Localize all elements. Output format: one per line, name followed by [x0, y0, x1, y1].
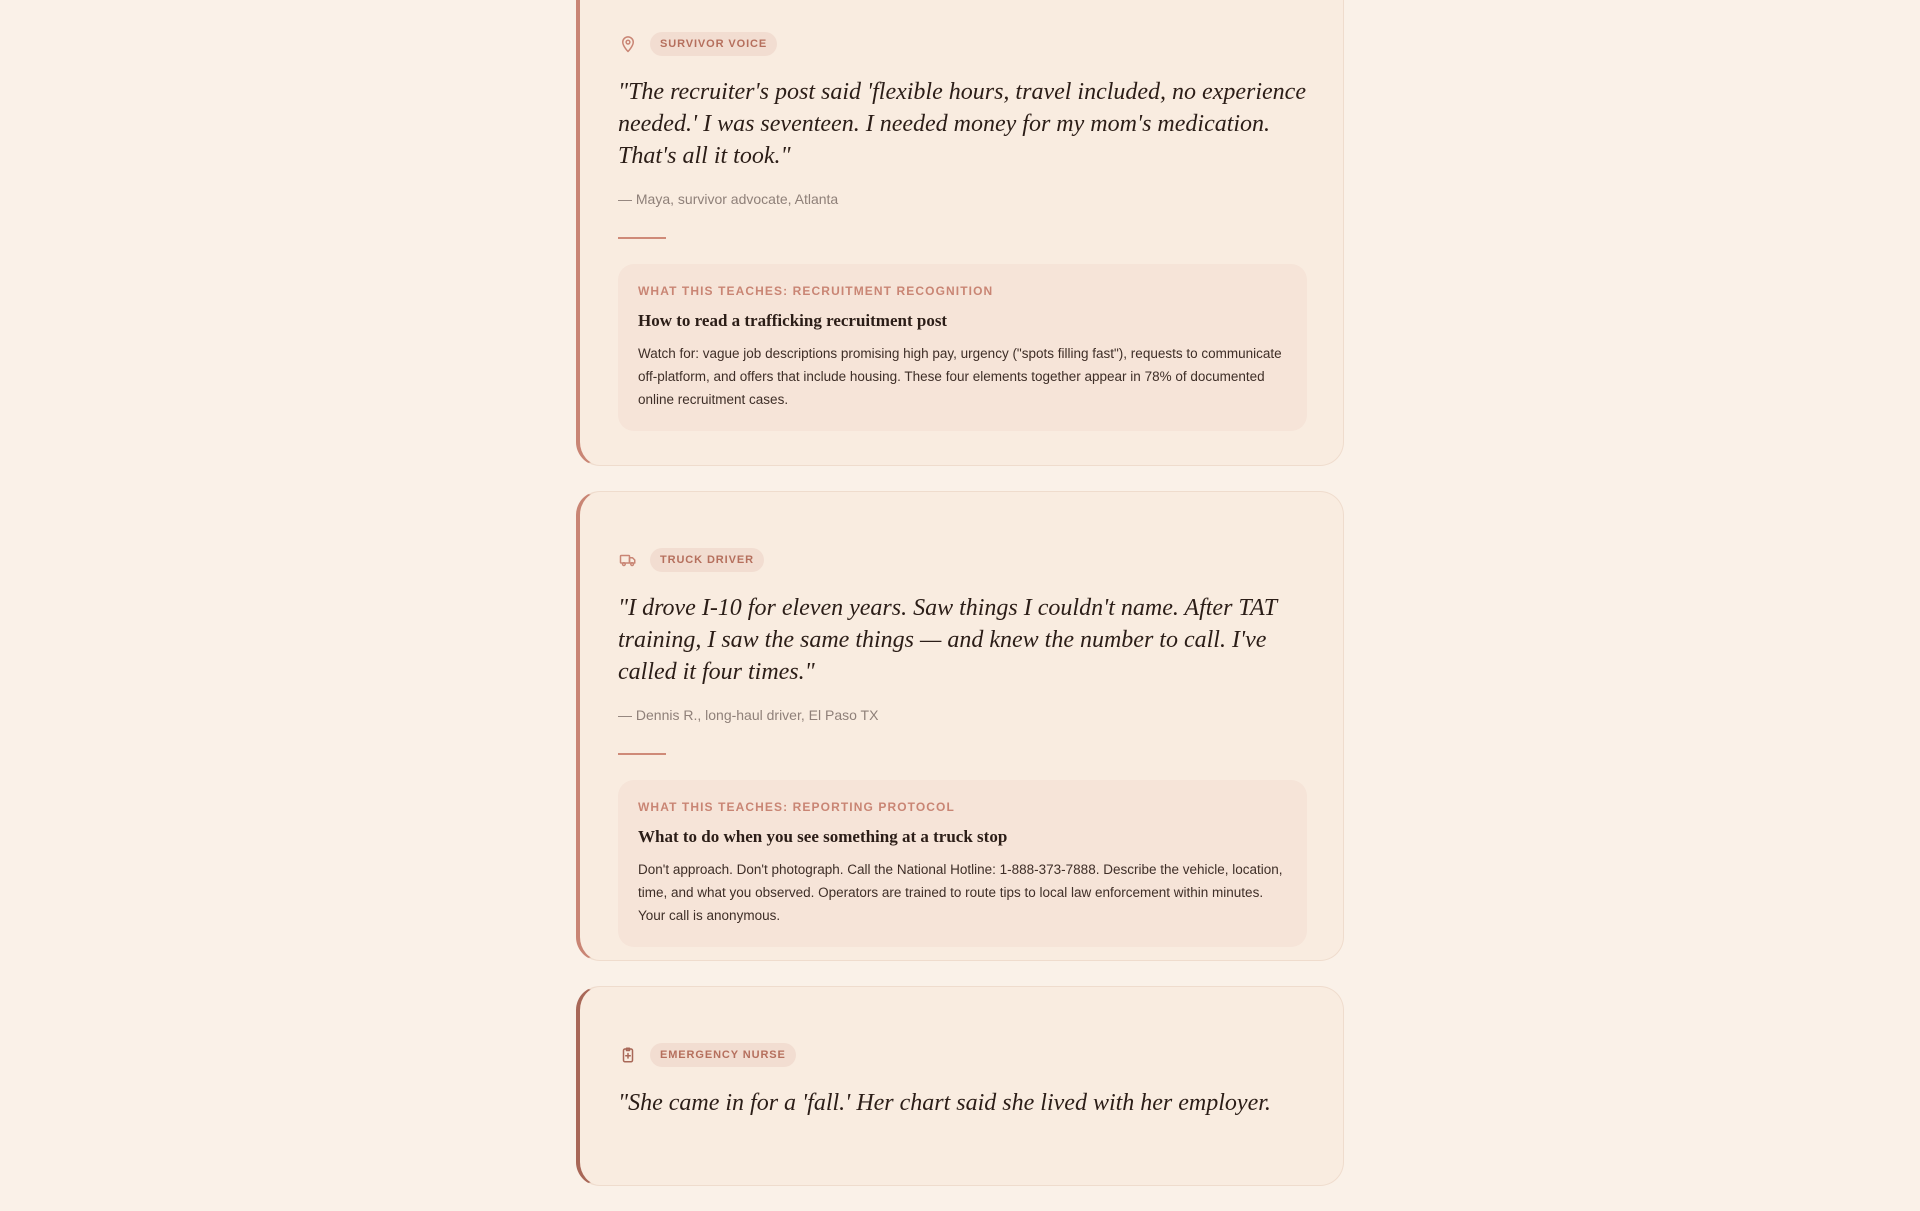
- lesson-title: What to do when you see something at a truck stop: [638, 827, 1008, 846]
- lesson-label: WHAT THIS TEACHES: REPORTING PROTOCOL: [638, 800, 955, 814]
- category-badge[interactable]: SURVIVOR VOICE: [650, 32, 777, 56]
- story-quote: "She came in for a 'fall.' Her chart said she lived with her employer.: [618, 1090, 1271, 1116]
- lesson-label: WHAT THIS TEACHES: RECRUITMENT RECOGNITION: [638, 284, 994, 298]
- lesson-panel: [618, 780, 1307, 947]
- quote-attribution: — Maya, survivor advocate, Atlanta: [618, 191, 839, 207]
- card-header: [618, 548, 1307, 572]
- location-pin-icon: [618, 34, 638, 54]
- truck-icon: [618, 550, 638, 570]
- story-card-truck-driver: [576, 491, 1344, 961]
- lesson-panel: [618, 264, 1307, 431]
- story-feed: [576, 0, 1344, 1211]
- category-badge[interactable]: EMERGENCY NURSE: [650, 1043, 796, 1067]
- story-card-survivor: [576, 0, 1344, 466]
- story-quote: "The recruiter's post said 'flexible hours, travel included, no experience needed.' I was seventeen. I needed money for my mom's medication. That's all it took.": [618, 79, 1306, 169]
- lesson-body: Watch for: vague job descriptions promising high pay, urgency ("spots filling fast"), requests to communicate off-platform, and offers that include housing. These four elements together appear in 78% of documented online recruitment cases.: [638, 346, 1282, 407]
- card-header: [618, 1043, 1307, 1067]
- quote-attribution: — Dennis R., long-haul driver, El Paso TX: [618, 707, 879, 723]
- medical-clipboard-icon: [618, 1045, 638, 1065]
- story-quote: "I drove I-10 for eleven years. Saw things I couldn't name. After TAT training, I saw the same things — and knew the number to call. I've called it four times.": [618, 595, 1277, 685]
- category-badge[interactable]: TRUCK DRIVER: [650, 548, 764, 572]
- divider: [618, 237, 666, 239]
- lesson-body: Don't approach. Don't photograph. Call the National Hotline: 1-888-373-7888. Describe the vehicle, location, time, and what you observed. Operators are trained to route tips to local law enforcement within minutes. Your call is anonymous.: [638, 862, 1283, 923]
- divider: [618, 753, 666, 755]
- card-header: [618, 32, 1307, 56]
- story-card-emergency-nurse: [576, 986, 1344, 1186]
- lesson-title: How to read a trafficking recruitment post: [638, 311, 948, 330]
